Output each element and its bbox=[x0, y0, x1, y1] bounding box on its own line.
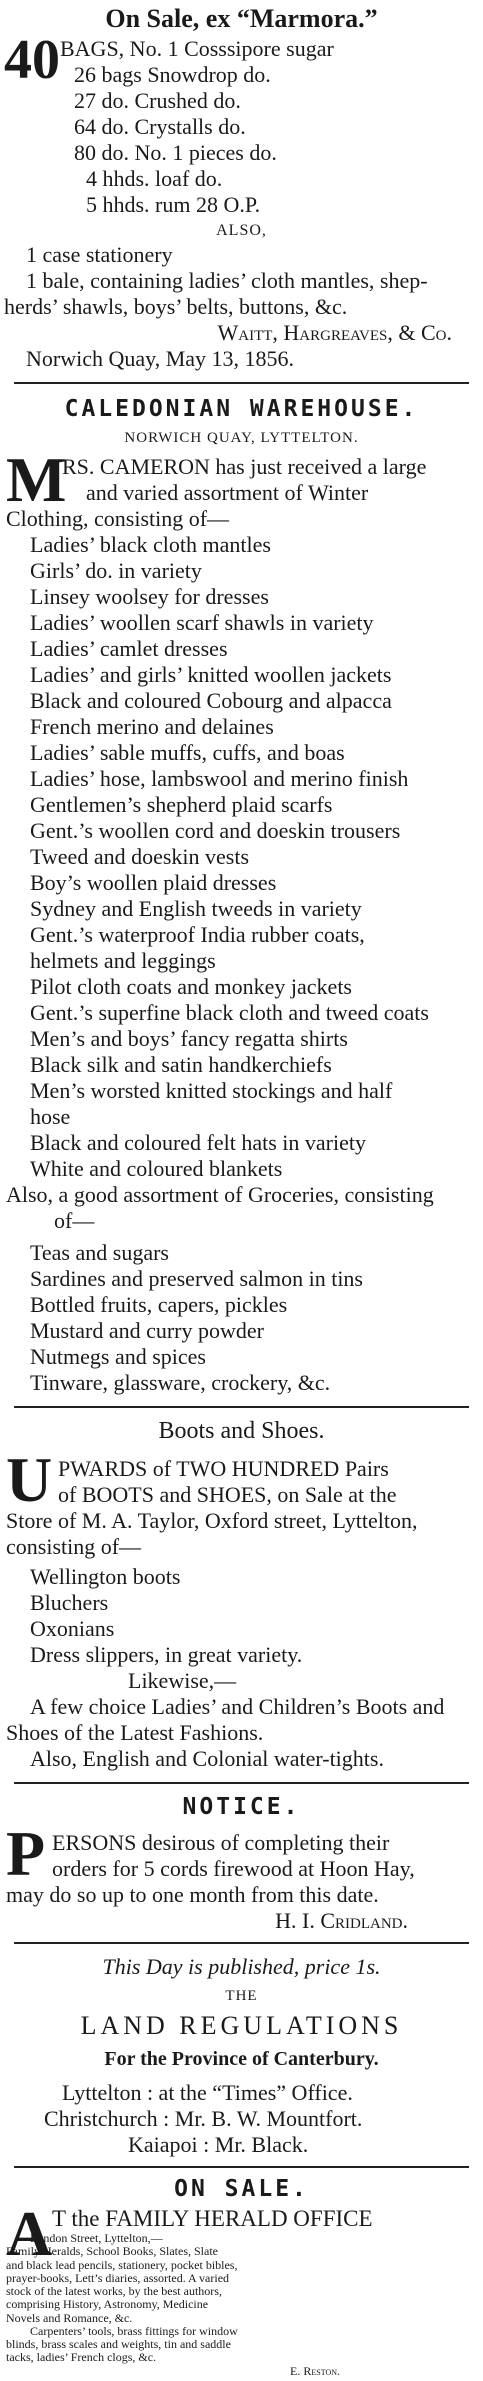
boots-item: Oxonians bbox=[30, 1616, 115, 1641]
intro-line: and varied assortment of Winter bbox=[86, 480, 369, 505]
on-sale-line: Family Heralds, School Books, Slates, Slate bbox=[6, 2244, 218, 2259]
cargo-line: 64 do. Crystalls do. bbox=[74, 114, 246, 139]
closing-line: A few choice Ladies’ and Children’s Boots and bbox=[30, 1694, 445, 1719]
cargo-line: BAGS, No. 1 Cosssipore sugar bbox=[60, 36, 334, 61]
grocery-item: Tinware, glassware, crockery, &c. bbox=[30, 1370, 331, 1395]
divider bbox=[14, 1942, 469, 1944]
dropcap-a: A bbox=[6, 2198, 53, 2269]
item: Black and coloured felt hats in variety bbox=[30, 1130, 366, 1155]
on-sale-line: prayer-books, Lett’s diaries, assorted. A varied bbox=[6, 2270, 230, 2285]
land-regulations-title: LAND REGULATIONS bbox=[80, 2011, 403, 2040]
grocery-item: Teas and sugars bbox=[30, 1240, 169, 1265]
dropcap-p: P bbox=[6, 1818, 46, 1889]
on-sale-line: and black lead pencils, stationery, pocket bibles, bbox=[6, 2257, 238, 2272]
item: Ladies’ hose, lambswool and merino finish bbox=[30, 766, 409, 791]
on-sale-line: blinds, brass scales and weights, tin and saddle bbox=[6, 2337, 231, 2352]
grocery-item: Nutmegs and spices bbox=[30, 1344, 206, 1369]
on-sale-line: Novels and Romance, &c. bbox=[6, 2310, 133, 2325]
closing-line: Shoes of the Latest Fashions. bbox=[6, 1720, 264, 1745]
caledonian-heading: CALEDONIAN WAREHOUSE. bbox=[64, 396, 419, 422]
item: French merino and delaines bbox=[30, 714, 274, 739]
item: Ladies’ and girls’ knitted woollen jackets bbox=[30, 662, 392, 687]
notice-signature: H. I. Cridland. bbox=[275, 1908, 408, 1933]
divider bbox=[14, 382, 469, 384]
big-number: 40 bbox=[4, 29, 60, 91]
cargo-line: 26 bags Snowdrop do. bbox=[74, 62, 271, 87]
also-line: 1 case stationery bbox=[26, 242, 173, 267]
notice-line: orders for 5 cords firewood at Hoon Hay, bbox=[52, 1856, 415, 1881]
intro-line: PWARDS of TWO HUNDRED Pairs bbox=[58, 1456, 389, 1481]
grocery-item: Bottled fruits, capers, pickles bbox=[30, 1292, 288, 1317]
item: Girls’ do. in variety bbox=[30, 558, 202, 583]
grocery-item: Sardines and preserved salmon in tins bbox=[30, 1266, 363, 1291]
boots-item: Wellington boots bbox=[30, 1564, 181, 1589]
item: Men’s worsted knitted stockings and half bbox=[30, 1078, 393, 1103]
notice-heading: NOTICE. bbox=[182, 1794, 301, 1820]
intro-line: of BOOTS and SHOES, on Sale at the bbox=[58, 1482, 397, 1507]
item: White and coloured blankets bbox=[30, 1156, 283, 1181]
also-label: ALSO, bbox=[216, 222, 267, 239]
cargo-line: 27 do. Crushed do. bbox=[74, 88, 241, 113]
groceries-intro: of— bbox=[54, 1208, 95, 1233]
intro-line: RS. CAMERON has just received a large bbox=[62, 454, 427, 479]
on-sale-heading: ON SALE. bbox=[174, 2176, 309, 2202]
intro-line: Clothing, consisting of— bbox=[6, 506, 230, 531]
item: Gent.’s waterproof India rubber coats, bbox=[30, 922, 365, 947]
agent-line: Kaiapoi : Mr. Black. bbox=[128, 2132, 309, 2157]
likewise-label: Likewise,— bbox=[128, 1668, 237, 1693]
boots-heading: Boots and Shoes. bbox=[158, 1418, 325, 1444]
closing-line: Also, English and Colonial water-tights. bbox=[30, 1746, 384, 1771]
notice-line: may do so up to one month from this date. bbox=[6, 1882, 379, 1907]
item: Pilot cloth coats and monkey jackets bbox=[30, 974, 352, 999]
notice-line: ERSONS desirous of completing their bbox=[52, 1830, 390, 1855]
on-sale-line: stock of the latest works, by the best authors, bbox=[6, 2284, 222, 2299]
grocery-item: Mustard and curry powder bbox=[30, 1318, 264, 1343]
on-sale-line: comprising History, Astronomy, Medicine bbox=[6, 2297, 209, 2312]
also-line: 1 bale, containing ladies’ cloth mantles, shep- bbox=[26, 268, 428, 293]
published-line: This Day is published, price 1s. bbox=[102, 1954, 381, 1979]
item: Gentlemen’s shepherd plaid scarfs bbox=[30, 792, 333, 817]
on-sale-line: London Street, Lyttelton,— bbox=[30, 2231, 163, 2245]
on-sale-line: Carpenters’ tools, brass fittings for window bbox=[30, 2323, 238, 2338]
item: Gent.’s woollen cord and doeskin trousers bbox=[30, 818, 401, 843]
item: Tweed and doeskin vests bbox=[30, 844, 250, 869]
item: Ladies’ black cloth mantles bbox=[30, 532, 271, 557]
item: Black and coloured Cobourg and alpacca bbox=[30, 688, 392, 713]
item: Sydney and English tweeds in variety bbox=[30, 896, 362, 921]
item: Ladies’ camlet dresses bbox=[30, 636, 228, 661]
on-sale-line: tacks, ladies’ French clogs, &c. bbox=[6, 2350, 157, 2365]
boots-item: Bluchers bbox=[30, 1590, 109, 1615]
heading-ship: “Marmora.” bbox=[236, 4, 378, 33]
intro-line: Store of M. A. Taylor, Oxford street, Lyttelton, bbox=[6, 1508, 418, 1533]
item: Men’s and boys’ fancy regatta shirts bbox=[30, 1026, 348, 1051]
on-sale-signature: E. Reston. bbox=[290, 2363, 340, 2378]
ad-marmora-heading bbox=[0, 4, 483, 34]
heading-prefix: On Sale, ex bbox=[105, 4, 237, 33]
item: Black silk and satin handkerchiefs bbox=[30, 1052, 332, 1077]
item: Gent.’s superfine black cloth and tweed coats bbox=[30, 1000, 429, 1025]
dropcap-m: M bbox=[6, 444, 67, 515]
item: Ladies’ woollen scarf shawls in variety bbox=[30, 610, 374, 635]
item: helmets and leggings bbox=[30, 948, 216, 973]
on-sale-line: T the FAMILY HERALD OFFICE bbox=[52, 2206, 373, 2231]
agent-line: Lyttelton : at the “Times” Office. bbox=[62, 2080, 353, 2105]
the-label: THE bbox=[225, 1988, 258, 2004]
cargo-line: 5 hhds. rum 28 O.P. bbox=[86, 192, 261, 217]
divider bbox=[14, 1406, 469, 1408]
agent-line: Christchurch : Mr. B. W. Mountfort. bbox=[44, 2106, 363, 2131]
divider bbox=[14, 1782, 469, 1784]
dropcap-u: U bbox=[6, 1444, 53, 1515]
item: hose bbox=[30, 1104, 71, 1129]
cargo-line: 4 hhds. loaf do. bbox=[86, 166, 223, 191]
groceries-intro: Also, a good assortment of Groceries, consisting bbox=[6, 1182, 434, 1207]
also-line: herds’ shawls, boys’ belts, buttons, &c. bbox=[4, 294, 348, 319]
item: Ladies’ sable muffs, cuffs, and boas bbox=[30, 740, 345, 765]
boots-item: Dress slippers, in great variety. bbox=[30, 1642, 303, 1667]
divider bbox=[14, 2166, 469, 2168]
item: Linsey woolsey for dresses bbox=[30, 584, 269, 609]
cargo-line: 80 do. No. 1 pieces do. bbox=[74, 140, 277, 165]
signature: Waitt, Hargreaves, & Co. bbox=[217, 320, 452, 345]
province-line: For the Province of Canterbury. bbox=[104, 2048, 379, 2070]
intro-line: consisting of— bbox=[6, 1534, 142, 1559]
caledonian-subheading: NORWICH QUAY, LYTTELTON. bbox=[124, 430, 359, 446]
item: Boy’s woollen plaid dresses bbox=[30, 870, 277, 895]
date-line: Norwich Quay, May 13, 1856. bbox=[26, 346, 295, 371]
